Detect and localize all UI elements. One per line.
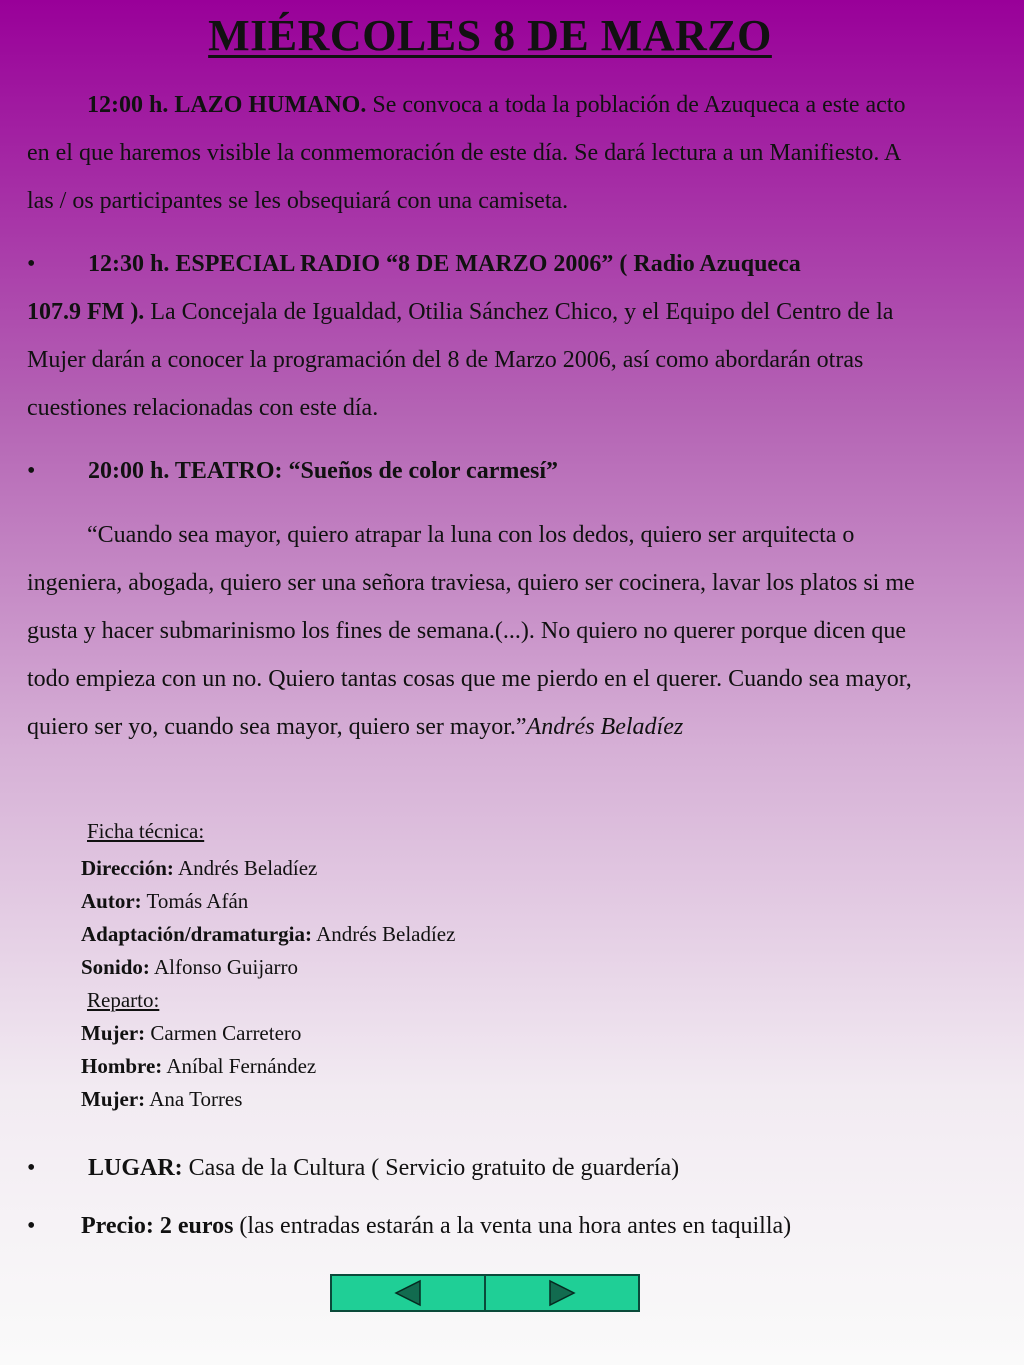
lazo-humano-text: Se convoca a toda la población de Azuqueca a este acto en el que haremos visible la conmemoración de este día. Se dará lectura a un Manifiesto. A las / os participantes se les obsequiará con una camiseta. (27, 92, 906, 214)
precio-line (27, 1202, 791, 1250)
triangle-left-icon (393, 1279, 423, 1307)
quote-author: Andrés Beladíez (526, 714, 684, 740)
reparto-heading: Reparto: (87, 988, 160, 1012)
lugar-value: Casa de la Cultura ( Servicio gratuito de guardería) (182, 1155, 680, 1181)
radio-heading-cont: 107.9 FM ). (27, 299, 145, 325)
lugar-label: LUGAR: (88, 1155, 183, 1181)
ficha-row: Sonido: Alfonso Guijarro (81, 955, 299, 979)
lazo-humano-paragraph (27, 81, 927, 225)
ficha-row: Autor: Tomás Afán (81, 889, 249, 913)
previous-slide-button[interactable] (332, 1276, 484, 1310)
teatro-heading: 20:00 h. TEATRO: “Sueños de color carmesí” (88, 458, 559, 484)
page-title: MIÉRCOLES 8 DE MARZO (208, 11, 772, 60)
slide-navigation (330, 1274, 640, 1312)
bullet-icon: • (27, 1155, 36, 1181)
ficha-heading: Ficha técnica: (87, 819, 205, 843)
teatro-quote (27, 511, 927, 751)
radio-paragraph (27, 288, 927, 432)
quote-text: “Cuando sea mayor, quiero atrapar la luna con los dedos, quiero ser arquitecta o ingeniera, abogada, quiero ser una señora traviesa, quiero ser cocinera, lavar los platos si me gusta y hacer submarinismo los fines de semana.(...). No quiero no querer porque dicen que todo empieza con un no. Quiero tantas cosas que me pierdo en el querer. Cuando sea mayor, quiero ser yo, cuando sea mayor, quiero ser mayor.” (27, 522, 915, 740)
ficha-row: Adaptación/dramaturgia: Andrés Beladíez (81, 922, 456, 946)
teatro-bullet-line (27, 447, 558, 495)
radio-heading: 12:30 h. ESPECIAL RADIO “8 DE MARZO 2006” ( Radio Azuqueca (88, 251, 801, 277)
reparto-row: Mujer: Carmen Carretero (81, 1021, 302, 1045)
precio-value: (las entradas estarán a la venta una hora antes en taquilla) (233, 1213, 792, 1239)
bullet-icon: • (27, 458, 36, 484)
triangle-right-icon (547, 1279, 577, 1307)
reparto-row: Hombre: Aníbal Fernández (81, 1054, 317, 1078)
lazo-humano-heading: 12:00 h. LAZO HUMANO. (87, 92, 367, 118)
precio-label: Precio: 2 euros (81, 1213, 234, 1239)
bullet-icon: • (27, 251, 36, 277)
radio-text: La Concejala de Igualdad, Otilia Sánchez Chico, y el Equipo del Centro de la Mujer darán a conocer la programación del 8 de Marzo 2006, así como abordarán otras cuestiones relacionadas con este día. (27, 299, 894, 421)
lugar-line (27, 1144, 679, 1192)
next-slide-button[interactable] (484, 1276, 638, 1310)
radio-bullet-line (27, 240, 801, 288)
ficha-row: Dirección: Andrés Beladíez (81, 856, 318, 880)
ficha-tecnica (81, 815, 455, 1116)
bullet-icon: • (27, 1213, 36, 1239)
reparto-row: Mujer: Ana Torres (81, 1087, 243, 1111)
